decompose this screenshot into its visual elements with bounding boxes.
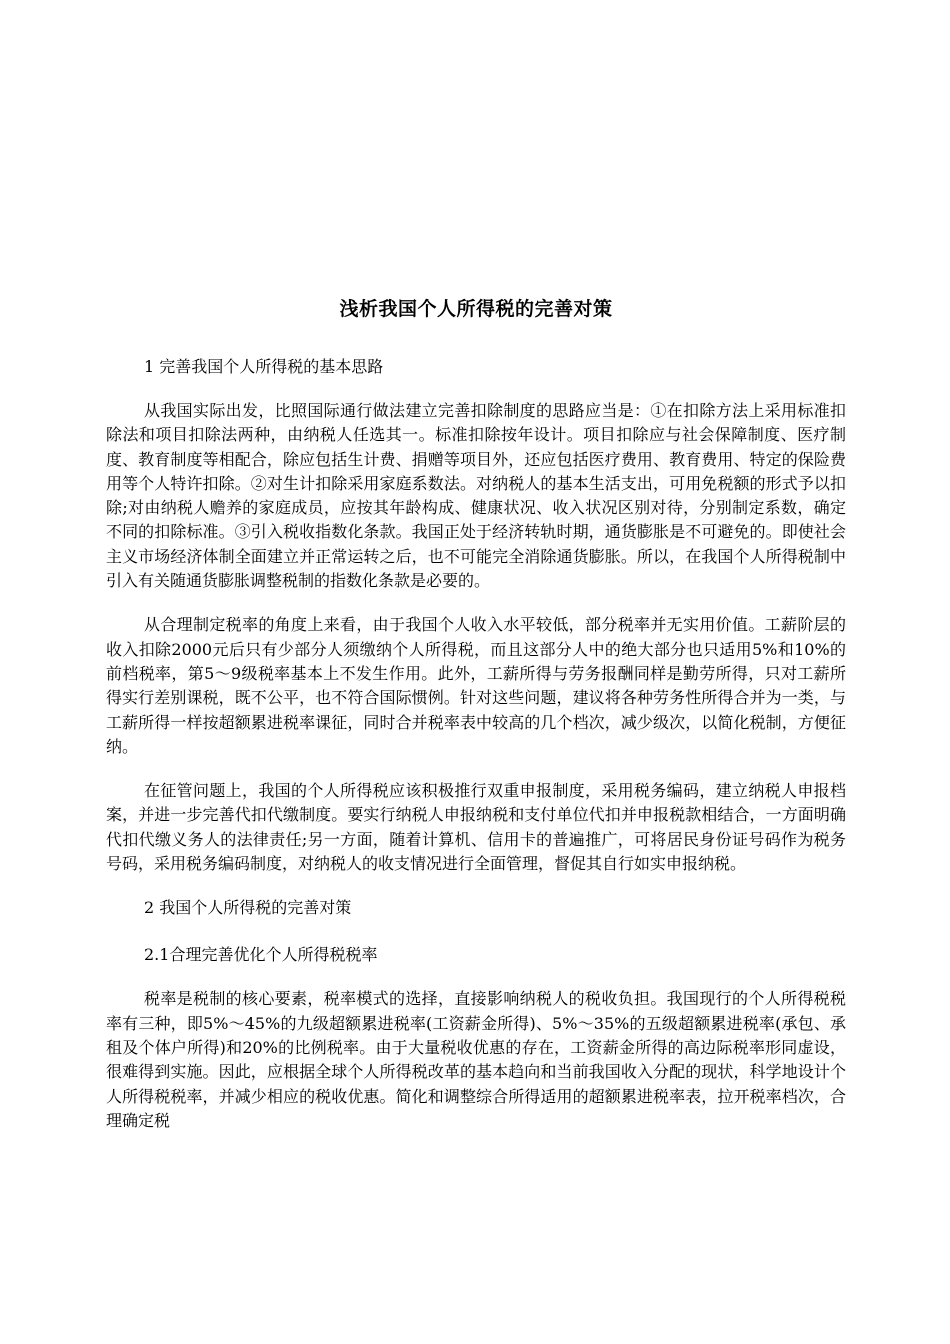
document-page bbox=[106, 292, 846, 1133]
subsection-2-1-heading: 2.1合理完善优化个人所得税税率 bbox=[144, 945, 378, 965]
subsection-2-1-paragraph-1: 税率是税制的核心要素，税率模式的选择，直接影响纳税人的税收负担。我国现行的个人所得税税率有三种，即5%～45%的九级超额累进税率(工资薪金所得)、5%～35%的五级超额累进税率(承包、承租及个体户所得)和20%的比例税率。由于大量税收优惠的存在，工资薪金所得的高边际税率形同虚设，很难得到实施。因此，应根据全球个人所得税改革的基本趋向和当前我国收入分配的现状，科学地设计个人所得税税率，并减少相应的税收优惠。简化和调整综合所得适用的超额累进税率表，拉开税率档次，合理确定税 bbox=[106, 989, 846, 1130]
section-2-heading: 2 我国个人所得税的完善对策 bbox=[144, 898, 352, 918]
document-title: 浅析我国个人所得税的完善对策 bbox=[339, 298, 613, 320]
section-1-paragraph-3: 在征管问题上，我国的个人所得税应该积极推行双重申报制度，采用税务编码，建立纳税人申报档案，并进一步完善代扣代缴制度。要实行纳税人申报纳税和支付单位代扣并申报税款相结合，一方面明确代扣代缴义务人的法律责任;另一方面，随着计算机、信用卡的普遍推广，可将居民身份证号码作为税务号码，采用税务编码制度，对纳税人的收支情况进行全面管理，督促其自行如实申报纳税。 bbox=[106, 781, 846, 874]
section-1-paragraph-1: 从我国实际出发，比照国际通行做法建立完善扣除制度的思路应当是：①在扣除方法上采用标准扣除法和项目扣除法两种，由纳税人任选其一。标准扣除按年设计。项目扣除应与社会保障制度、医疗制度、教育制度等相配合，除应包括生计费、捐赠等项目外，还应包括医疗费用、教育费用、特定的保险费用等个人特许扣除。②对生计扣除采用家庭系数法。对纳税人的基本生活支出，可用免税额的形式予以扣除;对由纳税人赡养的家庭成员，应按其年龄构成、健康状况、收入状况区别对待，分别制定系数，确定不同的扣除标准。③引入税收指数化条款。我国正处于经济转轨时期，通货膨胀是不可避免的。即使社会主义市场经济体制全面建立并正常运转之后，也不可能完全消除通货膨胀。所以，在我国个人所得税制中引入有关随通货膨胀调整税制的指数化条款是必要的。 bbox=[106, 401, 846, 591]
section-1-paragraph-2: 从合理制定税率的角度上来看，由于我国个人收入水平较低，部分税率并无实用价值。工薪阶层的收入扣除2000元后只有少部分人须缴纳个人所得税，而且这部分人中的绝大部分也只适用5%和10%的前档税率，第5～9级税率基本上不发生作用。此外，工薪所得与劳务报酬同样是勤劳所得，只对工薪所得实行差别课税，既不公平，也不符合国际惯例。针对这些问题，建议将各种劳务性所得合并为一类，与工薪所得一样按超额累进税率课征，同时合并税率表中较高的几个档次，减少级次，以简化税制，方便征纳。 bbox=[106, 615, 846, 756]
section-1-heading: 1 完善我国个人所得税的基本思路 bbox=[144, 357, 384, 376]
